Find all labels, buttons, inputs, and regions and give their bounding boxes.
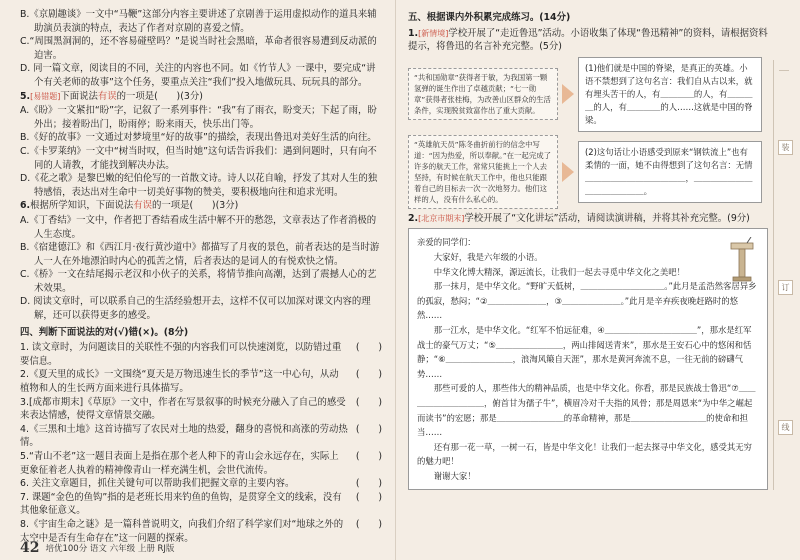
material-box-2: “英雄航天员”陈冬曲折前行的信念中写道：“因为热爱，所以奉献。”在一起完成了许多的航天工作，常常只能挑上一个人去坚持，有时候在航天工作中，他也只能跟着自己的目标去一次一次地努力。他们这样的人，没有什么私心的。 xyxy=(408,135,558,209)
answer-box-2[interactable]: (2)这句话让小语感受到原来“钢铁流上”也有柔情的一面，她不由得想到了这句名言：无情＿＿＿＿＿＿＿＿＿＿＿＿，＿＿＿＿＿＿＿＿＿＿＿＿＿＿。 xyxy=(578,141,762,203)
judgement-text: 3.[成都市期末]《草原》一文中，作者在写景叙事的时候充分融入了自己的感受来表达情感，使得文章情景交融。 xyxy=(20,396,346,422)
judgement-item xyxy=(20,368,382,395)
letter-paragraph: 那一抹月，是中华文化。“野旷天低树，＿＿＿＿＿＿＿＿＿＿。”此月是孟浩然客居异乡的孤寂，愁闷；“②＿＿＿＿＿＿＿，③＿＿＿＿＿＿＿。”此月是辛弃疾夜晚赶路时的悠然…… xyxy=(417,281,757,321)
option-item: B.《宿建德江》和《西江月·夜行黄沙道中》都描写了月夜的景色，前者表达的是当时游人一人在外地漂泊时内心的孤苦之情，后者表达的是词人的有悦欢快之情。 xyxy=(20,242,380,267)
arrow-right-icon xyxy=(562,84,574,104)
letter-paragraph: 谢谢大家！ xyxy=(433,470,476,481)
right-column xyxy=(408,8,768,490)
judgement-text: 5.“青山不老”这一题目表面上是指在那个老人种下的青山会永远存在，实际上更象征着老人执着的精神像青山一样充满生机，会世代流传。 xyxy=(20,451,339,476)
judgement-text: 4.《三黑和土地》这首诗描写了农民对土地的热爱，翻身的喜悦和高涨的劳动热情。 xyxy=(20,423,348,449)
answer-paren[interactable]: ( ) xyxy=(355,423,382,435)
judgement-item xyxy=(20,491,382,518)
material-row-1 xyxy=(408,57,768,132)
answer-box-1[interactable]: (1)他们就是中国的脊梁，是真正的英雄。小语不禁想到了这句名言：我们自从古以来，就有埋头苦干的人，有＿＿＿＿的人，有＿＿＿＿的人，有＿＿＿＿的人……这就是中国的脊梁。 xyxy=(578,57,762,132)
material-box-1: “共和国勋章”获得者于敏，为我国第一颗氢弹的诞生作出了卓越贡献；“七一勋章”获得者张桂梅，为改善山区群众的生活条件，实现脱贫致富作出了重大贡献。 xyxy=(408,68,558,120)
answer-paren[interactable]: ( ) xyxy=(355,518,382,530)
binding-line xyxy=(773,60,792,490)
arrow-right-icon xyxy=(562,162,574,182)
answer-paren[interactable]: ( ) xyxy=(355,478,382,490)
judgement-item xyxy=(20,477,382,491)
lectern-icon xyxy=(727,237,757,283)
option-item: B.《好的故事》一文通过对梦境里“好的故事”的描绘，表现出鲁迅对美好生活的向往。 xyxy=(20,132,377,144)
option-item: B.《京剧趣谈》一文中“马鞭”这部分内容主要讲述了京剧善于运用虚拟动作的道具来辅助演员表演的特点，表达了作者对京剧的喜爱之情。 xyxy=(20,9,377,34)
page-number: 42 xyxy=(20,540,40,556)
option-item: C.“周围黑洞洞的，还不容易碰壁吗？”是说当时社会黑暗，革命者很容易遭到反动派的迫害。 xyxy=(20,36,377,61)
option-item: A.《盼》一文紧扣“盼”字，记叙了一系列事件：“我”有了雨衣，盼变天；下起了雨，盼外出；接着盼出门，盼雨停；盼来雨天，快乐出门等。 xyxy=(20,105,377,130)
option-item: D.《花之歌》是黎巴嫩的纪伯伦写的一首散文诗。诗人以花自喻，抒发了其对人生的独特感悟，表达出对生命中一切美好事物的赞美，要积极地向往和追求光明。 xyxy=(20,173,378,198)
question-5-options xyxy=(20,104,382,199)
material-row-2 xyxy=(408,135,768,209)
section-4-title: 四、判断下面说法的对(√)错(×)。(8分) xyxy=(20,326,189,338)
letter-body xyxy=(417,235,759,483)
answer-paren[interactable]: ( ) xyxy=(355,342,382,354)
book-info: 培优100分 语文 六年级 上册 RJ版 xyxy=(45,544,175,554)
judgement-text: 6. 关注文章题目，抓住关键句可以帮助我们把握文章的主要内容。 xyxy=(20,478,295,490)
letter-paragraph: 还有那一花一草，一树一石，皆是中华文化！让我们一起去探寻中华文化，感受其无穷的魅力吧！ xyxy=(417,441,753,467)
letter-paragraph: 大家好，我是六年级的小语。 xyxy=(433,251,543,262)
section-5-title: 五、根据课内外积累完成练习。(14分) xyxy=(408,12,571,23)
letter-paragraph: 那些可爱的人，那些伟大的精神品质，也是中华文化。你看，那是民族战士鲁迅“⑦＿＿＿＿＿＿＿＿＿＿，俯首甘为孺子牛”，横眉冷对千夫指的风骨；那是周恩来“为中华之崛起而读书”的宏愿；那是＿＿＿＿＿＿＿＿的革命精神，那是＿＿＿＿＿＿＿＿＿的使命和担当…… xyxy=(417,383,756,438)
judgement-item xyxy=(20,396,382,423)
q4-options-tail xyxy=(20,8,382,90)
judgement-item xyxy=(20,423,382,450)
page-footer xyxy=(20,540,174,556)
option-item: D. 同一篇文章，阅读目的不同，关注的内容也不同。如《竹节人》一课中，要完成“讲个有关老师的故事”这个任务，要重点关注“我们”投入地做玩具、玩玩具的部分。 xyxy=(20,63,376,88)
judgement-item xyxy=(20,450,382,477)
binding-label-1: 装 xyxy=(778,140,793,155)
question-2: 2.[北京市期末]学校开展了“文化讲坛”活动，请阅读演讲稿，并将其补充完整。(9分) xyxy=(408,212,750,224)
option-item: C.《桥》一文在结尾揭示老汉和小伙子的关系，将情节推向高潮，达到了震撼人心的艺术效果。 xyxy=(20,269,377,294)
option-item: A.《丁香结》一文中，作者把丁香结看成生活中解不开的愁怨，文章表达了作者消极的人生态度。 xyxy=(20,214,377,240)
option-item: D. 阅读文章时，可以联系自己的生活经验想开去，这样不仅可以加深对课文内容的理解，还可以获得更多的感受。 xyxy=(20,296,371,322)
letter-paragraph: 亲爱的同学们： xyxy=(417,237,476,248)
left-column xyxy=(20,8,382,545)
question-5: 5.[易错题]下面说法有误的一项是( )(3分) xyxy=(20,90,203,102)
binding-label-3: 线 xyxy=(778,420,793,435)
binding-label-2: 订 xyxy=(778,280,793,295)
answer-paren[interactable]: ( ) xyxy=(355,491,382,503)
judgement-text: 2.《夏天里的成长》一文围绕“夏天是万物迅速生长的季节”这一中心句，从动植物和人的生长两方面来进行具体描写。 xyxy=(20,369,339,395)
letter-paragraph: 那一江水，是中华文化。“红军不怕远征难，④＿＿＿＿＿＿＿＿＿＿＿”，那水是红军战士的豪气万丈；“⑤＿＿＿＿＿＿＿＿，两山排闼送青来”，那水是王安石心中的悠闲和恬静；“⑥＿＿＿＿＿＿＿＿，浪淘风簸自天涯”，那水是黄河奔流不息，一往无前的磅礴气势…… xyxy=(417,324,752,379)
judgement-item xyxy=(20,341,382,368)
answer-paren[interactable]: ( ) xyxy=(355,396,382,408)
option-item: C.《卡罗莱纳》一文中“树当时叹，但当时她”这句话告诉我们：遇到问题时，只有向不同的人请教，才能找到解决办法。 xyxy=(20,145,377,171)
question-6-options xyxy=(20,214,382,323)
speech-letter[interactable] xyxy=(408,228,768,490)
binding-dash xyxy=(779,70,789,71)
letter-paragraph: 中华文化博大精深，源远流长，让我们一起去寻觅中华文化之美吧！ xyxy=(433,266,686,277)
judgement-text: 8.《宇宙生命之谜》是一篇科普说明文，向我们介绍了科学家们对“地球之外的太空中是否有生命存在”这一问题的探索。 xyxy=(20,518,344,544)
question-1: 1.[新情境]学校开展了“走近鲁迅”活动。小语收集了体现“鲁迅精神”的资料，请根据资料提示，将鲁迅的名言补充完整。(5分) xyxy=(408,27,768,53)
answer-paren[interactable]: ( ) xyxy=(355,369,382,381)
judgement-text: 7. 课题“金色的鱼钩”指的是老班长用来钓鱼的鱼钩，是贯穿全文的线索，没有其他象征意义。 xyxy=(20,491,342,517)
question-6: 6.根据所学知识，下面说法有误的一项是( )(3分) xyxy=(20,200,239,212)
judgement-text: 1. 读文章时，为问题读目的关联性不强的内容我们可以快速浏览，以防错过重要信息。 xyxy=(20,342,342,367)
judgement-list xyxy=(20,341,382,545)
column-divider xyxy=(395,0,396,560)
answer-paren[interactable]: ( ) xyxy=(355,451,382,462)
